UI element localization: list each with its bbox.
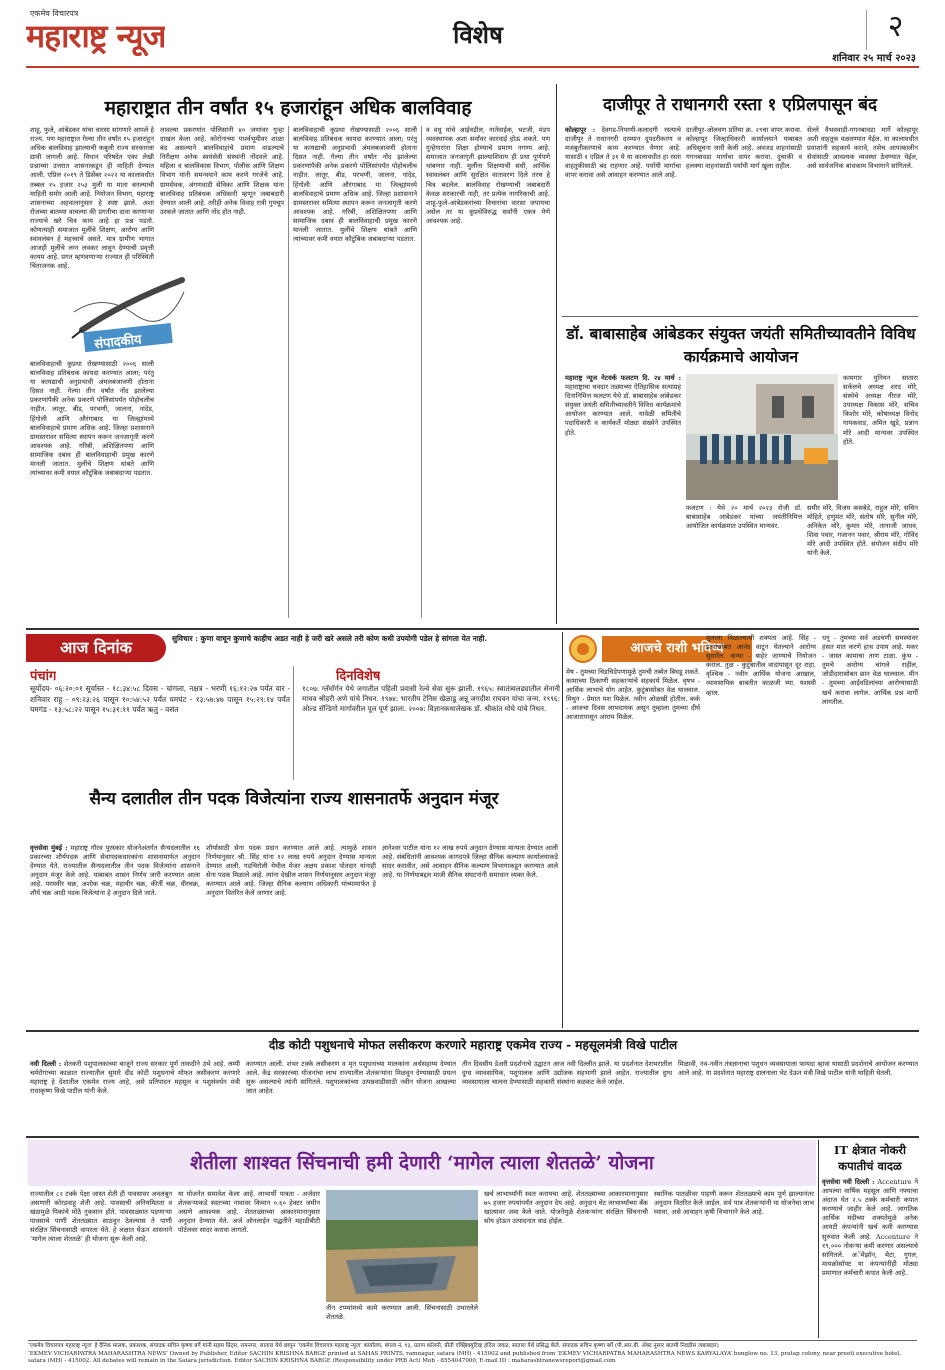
scheme-headline-bar [28, 1140, 816, 1186]
scheme-caption: तीन टप्प्यांमध्ये कामे करण्यात आली. सिंचनासाठी उभारलेले शेततळे. [326, 1304, 478, 1322]
road-col2: दाजीपूर-ओलवण प्रतिमा क्र. २९चा वापर करावा. कोल्हापूर जिल्हाधिकारी कार्यालयाने याबाबत अधिसूचना जारी केली आहे. अवजड वाहनांसाठी गगनबावडा मार्गाचा वापर करावा. दुचाकी व हलक्या वाहनांसाठी पर्यायी मार्ग खुला राहील. [686, 126, 802, 171]
road-headline: दाजीपूर ते राधानगरी रस्ता १ एप्रिलपासून बंद [602, 95, 878, 115]
masthead [26, 6, 919, 68]
masthead-title: महाराष्ट्र न्यूज [26, 17, 166, 55]
ambedkar-col3: समीर मोरे, विजय कसबेडे, राहुल मोरे, सचिन मोहिते, हणुमंत मोरे, संतोष मोरे, सुनील मोरे, अनिकेत मोरे, कुमार मोरे, तानाजी जाधव, शिवा पवार, गजानन पवार, श्रीराम मोरे, गोविंद मोरे आदी उपस्थित होते. संयोजन संदीप मोरे यांनी केले. [807, 504, 918, 558]
sainya-col1: वृत्तसेवा मुंबई : महाराष्ट्र गौरव पुरस्कार योजनेअंतर्गत सैन्यदलातील १६ प्रकारच्या शौर्यपदक आणि सेवापदकधारकांना शासनामार्फत अनुदान देण्यात येते. राज्यातील सैन्यदलातील तीन पदक विजेत्यांना शासनाने अनुदान मंजूर केले आहे. याबाबत शासन निर्णय जारी करण्यात आला आहे. परमवीर चक्र, अशोक चक्र, महावीर चक्र, कीर्ती चक्र, वीरचक्र, शौर्य चक्र आदी पदक विजेत्यांना हे अनुदान दिले जाते. [30, 844, 200, 898]
masthead-tagline: एकमेव विचारपत्र [30, 9, 79, 18]
pashu-col2: करण्यात आली. शंभर टक्के लसीकरण व मृत पशुधनाच्या मालकांना अर्थसहाय्य देण्यात आले. केंद्र सरकारच्या योजनांचा लाभ राज्यातील शेतकऱ्यांना मिळवून देण्यासाठी प्रयत्न सुरू असल्याचे त्यांनी सांगितले. पशुपालकांच्या उत्पन्नवाढीसाठी नवीन योजना आखल्या जात आहेत. [246, 1060, 456, 1096]
it-headline: IT क्षेत्रात नोकरी कपातीचं वादळ [834, 1143, 906, 1173]
scheme-photo [326, 1190, 478, 1302]
scheme-col1: राज्यातील ८२ टक्के पेक्षा जास्त शेती ही पावसावर अवलंबून असणारी कोरडवाहू शेती आहे. पावसाची अनियमितता व खंडामुळे पिकांचे मोठे नुकसान होते. पावसाळ्यात पडणाऱ्या पावसाचे पाणी शेततळ्यात साठवून ठेवल्यास ते पाणी संरक्षित सिंचनासाठी वापरता येते. हे लक्षात घेऊन शासनाने ‘मागेल त्याला शेततळे’ ही योजना सुरू केली आहे. [30, 1190, 172, 1244]
ambedkar-photo [686, 374, 838, 500]
pashu-col1: नवी दिल्ली : शेतकरी पशुपालकांच्या बाजूने राज्य सरकार पूर्ण ताकदीने उभे आहे. लम्पी चर्मरोगाच्या काळात राज्यातील सुमारे दीड कोटी पशुधनाचे मोफत लसीकरण करणारे महाराष्ट्र हे देशातील एकमेव राज्य आहे, असे प्रतिपादन महसूल व पशुसंवर्धन मंत्री राधाकृष्ण विखे पाटील यांनी केले. [30, 1060, 240, 1096]
editorial-col1: शाहू, फुले, आंबेडकर यांचा वारसा सांगणारे आपले हे राज्य. पण महाराष्ट्रात गेल्या तीन वर्षांत १५ हजारांहून अधिक बालविवाह झाल्याची कबुली राज्य सरकारला द्यावी लागली आहे. विधान परिषदेत एका लेखी प्रश्नाच्या उत्तरात शासनाकडून ही माहिती देण्यात आली. एप्रिल २०१९ ते डिसेंबर २०२२ या कालावधीत तब्बल १५ हजार २५३ मुली या माता बनल्याची माहिती समोर आली आहे. नियोजन विभाग, महाराष्ट्र शासनाच्या अहवालानुसार हे स्पष्ट झाले. अशा रोजच्या बातम्या वाचल्या की प्रगतीचा दावा करणाऱ्या राज्याचे खरे चित्र काय आहे हा प्रश्न पडतो. कोणत्याही समाजात मुलींचे शिक्षण, आरोग्य आणि स्वावलंबन हे महत्त्वाचे असते. मात्र ग्रामीण भागात आजही मुलींचे लग्न लवकर लावून देण्याची प्रवृत्ती कायम आहे. प्रगत म्हणवणाऱ्या राज्यात ही परिस्थिती चिंताजनक आहे. [30, 126, 154, 271]
dinank-title: आज दिनांक [26, 634, 166, 662]
sainya-col2: शौर्यासाठी सेना पदक प्रदान करण्यात आले आहे. त्यामुळे शासन निर्णयानुसार श्री. सिंह यांना १२ लाख रुपये अनुदान देण्यास मान्यता देण्यात आली. गडचिरोली येथील मेजर अक्षय प्रकाश पोतदार यांनाही सेना पदक मिळाले आहे. त्यांना देखील शासन निर्णयानुसार अनुदान मंजूर करण्यात आले आहे. जिल्हा सैनिक कल्याण अधिकारी यांच्यामार्फत हे अनुदान वितरित केले जाणार आहे. [206, 844, 376, 898]
rashi-col3: धनु - तुमच्या सर्व अडचणी समस्यांवर हसत मात करणे हाच उपाय आहे. मकर - जास्त कामाचा ताण टाळा. कुंभ - तुमचे आरोग्य चांगले राहील, जोडीदारासोबत छान वेळ घालवाल. मीन - तुमच्या आईवडिलांच्या आरोग्यासाठी खर्च करावा लागेल. आर्थिक प्रश्न मार्गी लागतील. [822, 634, 918, 706]
scheme-col2: या योजनेत समावेश केला आहे. लाभार्थी पात्रता - अर्जदार शेतकऱ्याकडे स्वतःच्या नावावर किमान ०.६० हेक्टर जमीन असणे आवश्यक आहे. शेततळ्याच्या आकारमानानुसार अनुदान देण्यात येते. अर्ज ऑनलाईन पद्धतीने महाडीबीटी पोर्टलवर सादर करावा लागतो. [178, 1190, 320, 1235]
road-col3: सेल्ले वैभववाडी-गगनबावडा मार्गे कोल्हापूर अशी वाहतूक वळवण्यात येईल. या कालावधीत प्रवाशांनी सहकार्य करावे, तसेच आपत्कालीन सेवांसाठी आवश्यक व्यवस्था ठेवण्यात येईल, असे सार्वजनिक बांधकाम विभागाने सांगितले. [807, 126, 918, 171]
rashi-col1: मेष - तुमच्या चिडचिडेपणामुळे तुमची तब्येत बिघडू शकते. कामाच्या ठिकाणी सहकाऱ्यांचे सहकार्य मिळेल. वृषभ - आर्थिक लाभाचे योग आहेत. कुटुंबासोबत वेळ घालवाल. मिथुन - प्रेमात यश मिळेल. नवीन ओळखी होतील. कर्क - आजचा दिवस लाभदायक असून तुम्हाला तुमच्या दीर्घ आजारापासून आराम मिळेल. [566, 668, 700, 722]
footer-line-marathi-visible: ‘एकमेव विचारपत्र महाराष्ट्र न्यूज’ हे दैनिक मालक, प्रकाशक, संपादक सचिन कृष्णा बर्गे यांनी सहस प्रिंट्स, रामनगर, सातारा येथे छापून ‘एकमेव विचारपत्र महाराष्ट्र न्यूज’ कार्यालय, बंगला नं. १३, प्रताप कॉलनी, प्रीती एक्झिक्युटिव्ह हॉटेल जवळ, सातारा येथे प्रसिद्ध केले. संपादक सचिन कृष्णा बर्गे (पी.आर.बी. ॲक्ट नुसार बातमी निवडीस जबाबदार) [28, 1343, 719, 1349]
suvichar: सुविचार : कुणा वाचून कुणाचे काहीच अडत नाही हे जरी खरे असले तरी कोण कधी उपयोगी पडेल हे सांगता येत नाही. [172, 634, 488, 643]
editorial-col1b: बालविवाहाची कुप्रथा रोखण्यासाठी २००६ साली बालविवाह प्रतिबंधक कायदा करण्यात आला; परंतु या कायद्याची अनुप्रभावी अंमलबजावणी होताना दिसत नाही. गेल्या तीन वर्षांत नोंद झालेल्या प्रकरणांपैकी अनेक प्रकरणे पोलिसांपर्यंत पोहोचलीच नाहीत. लातूर, बीड, परभणी, जालना, नांदेड, हिंगोली आणि औरंगाबाद या जिल्ह्यांमध्ये बालविवाहाचे प्रमाण अधिक आहे. जिल्हा प्रशासनाने ग्रामस्तरावर समित्या स्थापन करून जनजागृती करणे आवश्यक आहे. गरिबी, अशिक्षितपणा आणि सामाजिक दबाव ही बालविवाहाची प्रमुख कारणे मानली जातात. मुलींचे शिक्षण थांबते आणि त्यांच्यावर कमी वयात कौटुंबिक जबाबदाऱ्या पडतात. [30, 360, 154, 478]
it-body: वृत्तसेवा नवी दिल्ली : Accenture ने आपल्या वार्षिक महसूल आणि नफ्याचा अंदाज घेत २.५ टक्के कर्मचारी कपात करण्याचे जाहीर केले आहे. जागतिक आर्थिक मंदीच्या शक्यतेमुळे अनेक आयटी कंपन्यांनी खर्च कमी करण्यास सुरुवात केली आहे. Accenture ने १९,००० नोकऱ्या कमी करणार असल्याचे सांगितले. अॅमेझॉन, मेटा, गुगल, मायक्रोसॉफ्ट या कंपन्यांनीही मोठ्या प्रमाणात कर्मचारी कपात केली आहे. [822, 1178, 918, 1277]
dinvishesh-label: दिनविशेष [336, 669, 381, 684]
pashu-col3: तीन दिवसीय डेअरी प्रदर्शनाचे उद्घाटन आज नवी दिल्लीत झाले. या प्रदर्शनात देशभरातील दुग्ध व्यावसायिक, पशुपालक आणि उद्योजक सहभागी झाले आहेत. राज्यातील दुग्ध व्यवसायाला चालना देण्यासाठी सहकारी संस्थांना बळकट केले जाईल. [462, 1060, 672, 1087]
ambedkar-col2: कामगार युनियन सातारा सर्कलचे अध्यक्ष शरद मोरे, संस्थेचे अध्यक्ष नीरज मोरे, उपाध्यक्ष विकास मोरे, सचिव किशोर मोरे, कोषाध्यक्ष विनोद गायकवाड, अमित खुडे, प्रज्ञान मोरे आदी मान्यवर उपस्थित होते. [843, 374, 918, 446]
page-number: २ [887, 9, 904, 44]
rashi-title: आजचे राशी भविष्य [602, 636, 752, 662]
dinank-box [26, 632, 562, 780]
pashu-col4: मिळावी, नव-नवीन तंत्रज्ञानाचा पशुधन व्यवसायाला फायदा व्हावा यासाठी प्रदर्शनाचे आयोजन करण्यात आले आहे. या प्रदर्शनात महाराष्ट्र दालनाला भेट देऊन मंत्री विखे पाटील यांनी माहिती घेतली. [678, 1060, 918, 1078]
road-col1: कोल्हापूर : देवगड-निपाणी-कलादगी रस्त्याचे दाजीपूर ते राधानगरी दरम्यान दुपदरीकरण व मजबुतीकरणाचे काम करण्यात येणार आहे. यासाठी १ एप्रिल ते ३१ मे या कालावधीत हा रस्ता वाहतुकीसाठी बंद राहणार आहे. पर्यायी मार्गाचा वापर करावा असे आवाहन करण्यात आले आहे. [565, 126, 681, 180]
scheme-col4: स्थानिक पातळीवर पाहणी करून शेततळ्याचे काम पूर्ण झाल्यानंतर अनुदान वितरित केले जाईल. सर्व पात्र शेतकऱ्यांनी या योजनेचा लाभ घ्यावा, असे आवाहन कृषी विभागाने केले आहे. [654, 1190, 814, 1217]
editorial-col4: व वधू यांचे आईवडील, नातेवाईक, भटजी, मंडप व्यवस्थापक अशा सर्वांवर कारवाई होऊ शकते. पण गुन्हेगारांना शिक्षा होण्याचे प्रमाण नगण्य आहे. समाजात जनजागृती झाल्याशिवाय ही प्रथा पूर्णपणे थांबणार नाही. मुलींना शिक्षणाची संधी, आर्थिक स्वावलंबन आणि सुरक्षित वातावरण दिले तरच हे चित्र बदलेल. बालविवाह रोखण्याची जबाबदारी केवळ सरकारची नाही, तर प्रत्येक नागरिकाची आहे. शाहू-फुले-आंबेडकरांच्या विचारांचा वारसा जपायचा असेल तर या कुप्रथेविरुद्ध सर्वांनी एकत्र येणे आवश्यक आहे. [426, 126, 550, 225]
rashi-col2: मुलाला मिळाल्याची शक्यता आहे. सिंह - इतरांसोबत आनंद वाटून घेतल्याने आरोग्य सुधारेल. कन्या - बाहेर जाण्याचे नियोजन कराल. तुळ - कुटुंबातील वादांपासून दूर राहा. वृश्चिक - नवीन आर्थिक योजना आखाल, व्यावसायिक बाबतीत काळजी घ्या. यशस्वी व्हाल. [706, 634, 816, 697]
sainya-headline: सैन्य दलातील तीन पदक विजेत्यांना राज्य शासनातर्फे अनुदान मंजूर [89, 789, 499, 809]
sun-icon [568, 634, 598, 664]
editorial-col2: लावल्या प्रकरणांत पोलिसांनी ४० जणांवर गुन्हा दाखल केला आहे. कोरोनाच्या पार्श्वभूमीवर शाळा बंद असल्याने बालविवाहांचे प्रमाण वाढल्याचे निरीक्षण अनेक स्वयंसेवी संस्थांनी नोंदवले आहे. महिला व बालविकास विभाग, पोलीस आणि शिक्षण विभाग यांनी समन्वयाने काम करणे गरजेचे आहे. ग्रामसेवक, अंगणवाडी सेविका आणि शिक्षक यांना बालविवाह प्रतिबंधक अधिकारी म्हणून जबाबदारी देण्यात आली आहे. तरीही अनेक विवाह रात्री गुपचूप उरकले जातात आणि नोंद होत नाही. [160, 126, 284, 216]
editorial-col3: बालविवाहाची कुप्रथा रोखण्यासाठी २००६ साली बालविवाह प्रतिबंधक कायदा करण्यात आला; परंतु या कायद्याची अनुप्रभावी अंमलबजावणी होताना दिसत नाही. गेल्या तीन वर्षांत नोंद झालेल्या प्रकरणांपैकी अनेक प्रकरणे पोलिसांपर्यंत पोहोचलीच नाहीत. लातूर, बीड, परभणी, जालना, नांदेड, हिंगोली आणि औरंगाबाद या जिल्ह्यांमध्ये बालविवाहाचे प्रमाण अधिक आहे. जिल्हा प्रशासनाने ग्रामस्तरावर समित्या स्थापन करून जनजागृती करणे आवश्यक आहे. गरिबी, अशिक्षितपणा आणि सामाजिक दबाव ही बालविवाहाची प्रमुख कारणे मानली जातात. मुलींचे शिक्षण थांबते आणि त्यांच्यावर कमी वयात कौटुंबिक जबाबदाऱ्या पडतात. [293, 126, 417, 244]
issue-date: शनिवार २५ मार्च २०२३ [832, 53, 916, 64]
section-title: विशेष [453, 20, 503, 49]
ambedkar-headline: डॉ. बाबासाहेब आंबेडकर संयुक्त जयंती समितीच्यावतीने विविध कार्यक्रमाचे आयोजन [566, 324, 916, 366]
panchang-text: सूर्योदय- ०६:२०:०१ सूर्यास्त - १८:३४:५८ दिवस - चांगला, नक्षत्र - भरणी १६:१२:२७ पर्यंत वार - शनिवार राहू - ०९:२३:२६ पासून १०:५४:५२ पर्यंत यमघंट - १३:५७:४७ पासून १५:२९:१४ पर्यंत यमगंड - १३:५८:२२ पासून १५:३१:११ पर्यंत ऋतु - वसंत [30, 684, 290, 714]
editorial-headline: महाराष्ट्रात तीन वर्षांत १५ हजारांहून अधिक बालविवाह [104, 97, 472, 119]
pashu-headline: दीड कोटी पशुधनाचे मोफत लसीकरण करणारे महाराष्ट्र एकमेव राज्य - महसूलमंत्री विखे पाटील [268, 1038, 678, 1052]
dinvishesh-panel [300, 666, 562, 780]
ambedkar-col1: महाराष्ट्र न्यूज नेटवर्क फलटण दि. २४ मार्च : महाराष्ट्राचा चवदार तळ्याच्या ऐतिहासिक सत्याग्रह दिनानिमित्त फलटण येथे डॉ. बाबासाहेब आंबेडकर संयुक्त जयंती समितीच्यावतीने विविध कार्यक्रमांचे आयोजन करण्यात आले. यावेळी समितीचे पदाधिकारी व कार्यकर्ते मोठ्या संख्येने उपस्थित होते. [565, 374, 681, 437]
sainya-col3: ज्ञानेश्वर पाटील यांना १२ लाख रुपये अनुदान देण्यास मान्यता देण्यात आली आहे. संबंधितांनी आवश्यक कागदपत्रे जिल्हा सैनिक कल्याण कार्यालयाकडे सादर करावीत, असे आवाहन सैनिक कल्याण विभागाकडून करण्यात आले आहे. या निर्णयाबद्दल माजी सैनिक संघटनांनी समाधान व्यक्त केले. [382, 844, 558, 880]
scheme-col3: खर्च लाभार्थ्यांनी स्वतः करायचा आहे. शेततळ्याच्या आकारमानानुसार ७५ हजार रुपयांपर्यंत अनुदान देय आहे. अनुदान थेट लाभार्थ्यांच्या बँक खात्यावर जमा केले जाते. योजनेमुळे शेतकऱ्यांना संरक्षित सिंचनाची सोय होऊन उत्पादनात वाढ होईल. [484, 1190, 648, 1226]
scheme-headline: शेतीला शाश्वत सिंचनाची हमी देणारी ‘मागेल त्याला शेततळे’ योजना [190, 1152, 654, 1174]
footer-imprint-visible [28, 1340, 917, 1368]
panchang-label: पंचांग [30, 669, 57, 684]
ambedkar-caption: फलटण : येथे २० मार्च २०२३ रोजी डॉ. बाबासाहेब आंबेडकर यांच्या जयंतीनिमित्त आयोजित कार्यक्रमात उपस्थित मान्यवर. [686, 504, 802, 531]
editorial-badge-label: संपादकीय [93, 332, 143, 353]
footer-line-english-visible: ‘EKMEV VICHARPATRA MAHARASHTRA NEWS’ Owned by Publisher, Editor SACHIN KRISHNA BARGE printed at SAHAS PRINTS, ramnagar, satara (MH) - 415002 and published from ‘EKMEV VICHARPATRA MAHARASHTRA NEWS KARYALAYA’ bunglow no. 13, pratap colony, near preeti executive hotel, satara (MH) - 415002. All debates will remain in the Satara jurisdiction. Editor SACHIN KRISHNA BARGE (Responsibility under PRB Act) Mob - 8554047000, E-mail ID : maharashtranewsreport@gmail.com [28, 1350, 901, 1364]
dinvishesh-text: १८०७: ग्लॅमॉर्गन येथे जगातील पहिली प्रवासी रेल्वे सेवा सुरू झाली. १९६५: स्वातंत्र्यलढ्यातील सेनानी माधव श्रीहरी अणे यांचे निधन. १९७४: भारतीय टेनिस खेळाडू अन्नू जगदीश राघवन यांचा जन्म. १९९६: ओल्ड सॅन्डिगो मार्गावरील पूल पूर्ण झाला. २००७: विज्ञानकथालेखक डॉ. श्रीकांत मोघे यांचे निधन. [302, 684, 560, 713]
panchang-panel [26, 666, 294, 780]
